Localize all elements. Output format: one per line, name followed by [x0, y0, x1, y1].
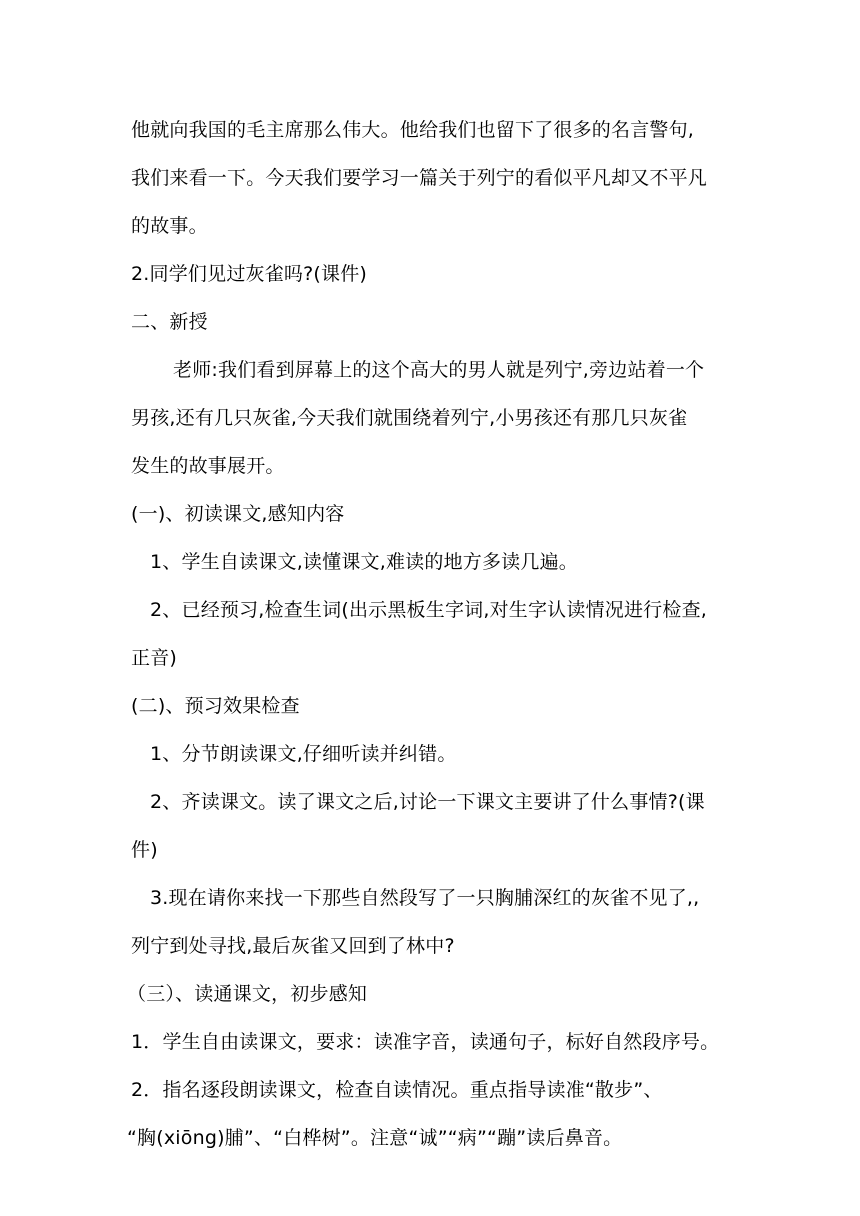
text-line: 发生的故事展开。: [131, 455, 285, 477]
section-heading: 二、新授: [131, 311, 208, 333]
text-line: 他就向我国的毛主席那么伟大。他给我们也留下了很多的名言警句,: [131, 119, 695, 141]
text-line: 男孩,还有几只灰雀,今天我们就围绕着列宁,小男孩还有那几只灰雀: [131, 407, 688, 429]
list-item: 1．学生自由读课文，要求：读准字音，读通句子，标好自然段序号。: [131, 1031, 720, 1053]
text-line: 我们来看一下。今天我们要学习一篇关于列宁的看似平凡却又不平凡: [131, 167, 708, 189]
list-item: 1、学生自读课文,读懂课文,难读的地方多读几遍。: [150, 551, 578, 573]
section-item: 2.同学们见过灰雀吗?(课件): [131, 263, 368, 285]
text-line: “胸(xiōng)脯”、“白桦树”。注意“诚”“病”“蹦”读后鼻音。: [127, 1127, 623, 1149]
text-line: 件): [131, 839, 158, 861]
text-line: 正音): [131, 647, 178, 669]
list-item: 3.现在请你来找一下那些自然段写了一只胸脯深红的灰雀不见了,,: [150, 887, 700, 909]
list-item: 2、齐读课文。读了课文之后,讨论一下课文主要讲了什么事情?(课: [150, 791, 705, 813]
text-line: 列宁到处寻找,最后灰雀又回到了林中?: [131, 935, 455, 957]
text-line: 的故事。: [131, 215, 208, 237]
section-heading: (一)、初读课文,感知内容: [131, 503, 345, 525]
section-heading: (二)、预习效果检查: [131, 695, 300, 717]
list-item: 1、分节朗读课文,仔细听读并纠错。: [150, 743, 457, 765]
list-item: 2．指名逐段朗读课文，检查自读情况。重点指导读准“散步”、: [131, 1079, 663, 1101]
list-item: 2、已经预习,检查生词(出示黑板生字词,对生字认读情况进行检查,: [150, 599, 708, 621]
paragraph-first-line: 老师:我们看到屏幕上的这个高大的男人就是列宁,旁边站着一个: [173, 359, 705, 381]
section-heading: （三）、读通课文，初步感知: [127, 983, 368, 1005]
